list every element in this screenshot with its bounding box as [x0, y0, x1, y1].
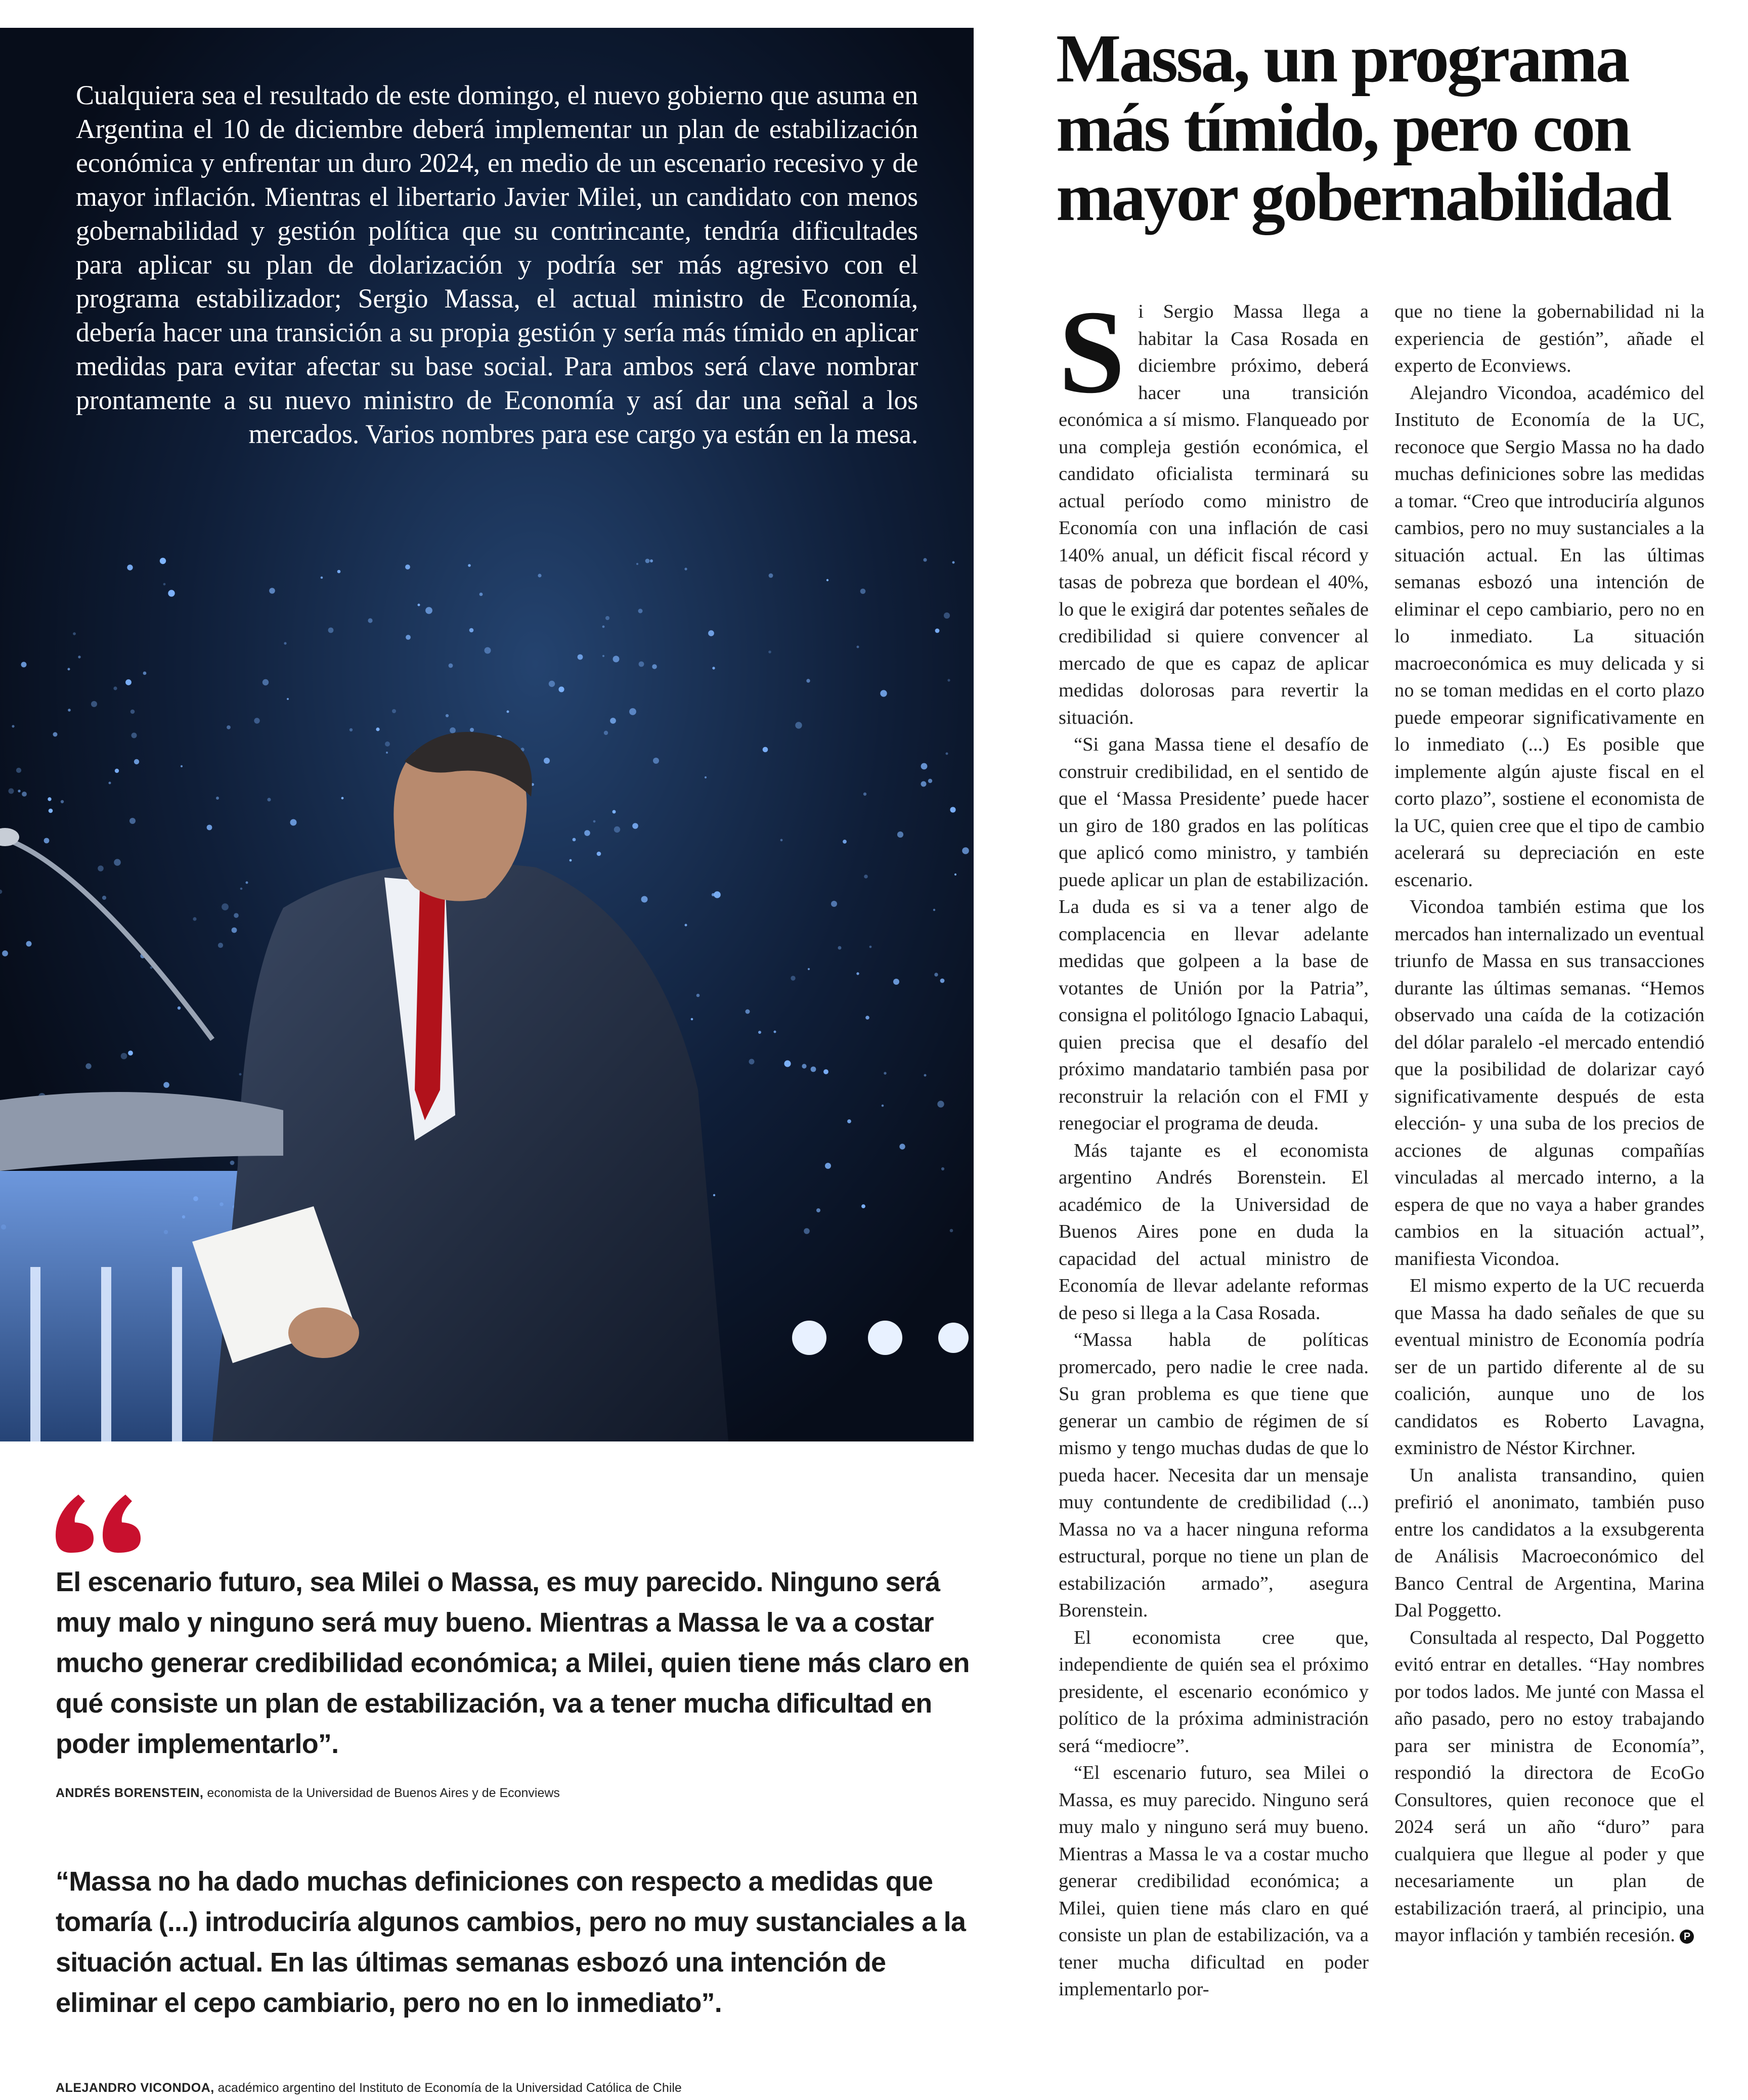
bokeh-light	[163, 1082, 169, 1088]
bokeh-light	[954, 873, 956, 876]
article-paragraph	[1394, 1625, 1705, 1949]
end-of-article-icon: P	[1680, 1930, 1694, 1944]
article-paragraph: El mismo experto de la UC recuerda que Massa ha dado señales de que su eventual ministro de Economía podría ser de un partido diferente al de su coalición, aunque uno de los candidatos es Roberto Lavagna, exministro de Néstor Kirchner.	[1394, 1275, 1705, 1459]
bokeh-light	[425, 607, 432, 614]
attribution-name: ANDRÉS BORENSTEIN,	[56, 1786, 204, 1800]
bokeh-light	[263, 679, 269, 685]
bokeh-light	[843, 840, 847, 844]
bokeh-light	[946, 753, 948, 755]
bokeh-light	[784, 1060, 791, 1067]
bokeh-light	[386, 752, 388, 754]
bokeh-light	[22, 792, 27, 797]
bokeh-light	[392, 709, 396, 713]
quote-mark-icon	[56, 1492, 144, 1553]
bokeh-light	[349, 728, 353, 731]
bokeh-light	[856, 972, 859, 975]
bokeh-light	[193, 917, 196, 921]
bokeh-light	[826, 579, 828, 581]
bokeh-light	[109, 782, 111, 784]
bokeh-light	[613, 656, 620, 663]
bokeh-light	[584, 830, 590, 836]
bokeh-light	[181, 765, 183, 767]
bokeh-light	[12, 725, 14, 727]
bokeh-light	[768, 650, 771, 653]
bokeh-light	[758, 1031, 761, 1034]
bokeh-light	[823, 1069, 828, 1074]
bokeh-light	[825, 1163, 831, 1169]
bokeh-light	[597, 852, 601, 856]
bokeh-light	[746, 1010, 750, 1014]
bokeh-light	[645, 559, 650, 563]
bokeh-light	[947, 679, 950, 681]
bokeh-light	[269, 588, 275, 594]
bokeh-light	[578, 654, 583, 660]
bokeh-light	[254, 718, 259, 723]
bokeh-light	[952, 561, 955, 564]
bokeh-light	[21, 662, 27, 668]
bokeh-light	[749, 1059, 755, 1065]
bokeh-light	[806, 679, 810, 682]
bokeh-light	[804, 1228, 810, 1234]
bokeh-light	[937, 1101, 944, 1107]
bokeh-light	[605, 616, 609, 620]
bokeh-light	[287, 698, 289, 700]
bokeh-light	[230, 1161, 235, 1165]
bokeh-light	[593, 820, 596, 823]
bokeh-light	[9, 789, 14, 794]
bokeh-light	[763, 747, 768, 753]
bokeh-light	[802, 1064, 806, 1068]
bokeh-light	[485, 647, 491, 654]
bokeh-light	[573, 838, 576, 842]
bokeh-light	[831, 901, 837, 907]
bokeh-light	[941, 1167, 944, 1170]
bokeh-light	[933, 909, 935, 911]
bokeh-light	[614, 826, 620, 833]
bokeh-light	[897, 832, 903, 838]
article-paragraph: “Massa habla de políticas promercado, pero nadie le cree nada. Su gran problema es que tiene que generar un cambio de régimen de sí mismo y tengo muchas dudas de que lo pueda hacer. Necesita dar un mensaje muy contundente de credibilidad (...) Massa no va a hacer ninguna reforma estructural, porque no tiene un plan de estabilización armado”, asegura Borenstein.	[1059, 1329, 1369, 1621]
bokeh-light	[864, 874, 868, 879]
bokeh-light	[638, 609, 643, 614]
bokeh-light	[602, 655, 604, 657]
bokeh-light	[16, 768, 21, 773]
bokeh-light	[102, 896, 106, 900]
bokeh-light	[685, 924, 687, 927]
article-paragraph	[1059, 298, 1369, 731]
bokeh-light	[639, 662, 644, 667]
article-headline: Massa, un programa más tímido, pero con mayor gobernabilidad	[1056, 21, 1670, 235]
bokeh-light	[68, 668, 70, 671]
lead-text: i Sergio Massa llega a habitar la Casa Rosada en diciembre próximo, deberá hacer una transición económica a sí mismo. Flanqueado por una compleja gestión económica, el candidato oficialista terminará su actual período como ministro de Economía con una inflación de casi 140% anual, un déficit fiscal récord y tasas de pobreza que bordean el 40%, lo que le exigirá dar potentes señales de credibilidad si quiere convencer al mercado de que es capaz de aplicar medidas dolorosas para revertir la situación.	[1059, 301, 1369, 728]
pull-quote-vicondoa: “Massa no ha dado muchas definiciones con respecto a medidas que tomaría (...) introduciría algunos cambios, pero no muy sustanciales a la situación actual. En las últimas semanas esbozó una intención de eliminar el cepo cambiario, pero no en lo inmediato”.	[56, 1866, 966, 2018]
bokeh-light	[865, 1016, 869, 1020]
bokeh-light	[73, 632, 76, 635]
bokeh-light	[882, 1105, 884, 1107]
bokeh-light	[160, 558, 166, 564]
article-column-2	[1394, 298, 1705, 2084]
bokeh-light	[602, 626, 605, 628]
bokeh-light	[168, 590, 174, 596]
bokeh-light	[91, 701, 97, 707]
bokeh-light	[921, 763, 928, 770]
bokeh-light	[227, 725, 231, 729]
bokeh-light	[61, 800, 64, 803]
bokeh-light	[44, 838, 50, 844]
bokeh-light	[544, 758, 550, 764]
bokeh-light	[923, 558, 927, 561]
bokeh-light	[769, 574, 773, 578]
bokeh-light	[405, 564, 410, 570]
bokeh-light	[684, 567, 687, 570]
bokeh-light	[207, 825, 212, 830]
bokeh-light	[950, 1229, 953, 1233]
bokeh-light	[507, 711, 509, 713]
bokeh-light	[934, 973, 938, 976]
bokeh-light	[652, 664, 657, 669]
bokeh-light	[121, 1053, 127, 1060]
attribution-role: académico argentino del Instituto de Economía de la Universidad Católica de Chile	[217, 2081, 682, 2095]
bokeh-light	[18, 790, 20, 792]
bokeh-light	[26, 941, 32, 947]
bokeh-light	[899, 1144, 905, 1149]
bokeh-light	[232, 928, 237, 933]
bokeh-light	[290, 819, 297, 826]
bokeh-light	[808, 968, 810, 970]
bokeh-light	[696, 994, 700, 997]
article-paragraph: “Si gana Massa tiene el desafío de construir credibilidad, en el sentido de que el ‘Massa Presidente’ puede hacer un giro de 180 grados en las políticas que aplicó como ministro, y también puede aplicar un plan de estabilización. La duda es si va a tener algo de complacencia en llevar adelante medidas que golpeen a la base de votantes de Unión por la Patria”, consigna el politólogo Ignacio Labaqui, quien precisa que el desafío del próximo mandatario también pasa por reconstruir la relación con el FMI y renegociar el programa de deuda.	[1059, 734, 1369, 1134]
pull-quote-attribution	[56, 1786, 974, 1801]
article-paragraph: “El escenario futuro, sea Milei o Massa, es muy parecido. Ninguno será muy malo y ninguno será muy bueno. Mientras a Massa le va a costar mucho generar credibilidad económica; a Milei, quien tiene más claro en qué consiste un plan de estabilización, va a tener mucha dificultad en poder implementarlo por-	[1059, 1762, 1369, 2000]
bokeh-light	[239, 1073, 242, 1076]
bokeh-light	[860, 589, 866, 594]
bokeh-light	[337, 570, 341, 574]
bokeh-light	[714, 891, 721, 898]
bokeh-light	[85, 1063, 91, 1069]
article-column-1	[1059, 298, 1369, 2084]
bokeh-light	[705, 776, 707, 778]
bokeh-light	[838, 946, 842, 950]
bokeh-light	[368, 618, 372, 623]
article-final-text: Consultada al respecto, Dal Poggetto evitó entrar en detalles. “Hay nombres por todos lados. Me junté con Massa el año pasado, pero no estoy trabajando para ser ministra de Economía”, respondió la directora de EcoGo Consultores, quien reconoce que el 2024 será un año “duro” para cualquiera que llegue al poder y que necesariamente un plan de estabilización traerá, al principio, una mayor inflación y también recesión.	[1394, 1627, 1705, 1946]
bokeh-light	[132, 733, 137, 738]
bokeh-light	[921, 781, 927, 787]
bokeh-light	[641, 896, 648, 903]
bokeh-light	[48, 797, 51, 801]
bokeh-light	[935, 629, 940, 633]
bokeh-light	[49, 809, 53, 813]
bokeh-light	[2, 950, 8, 956]
bokeh-light	[713, 1194, 715, 1196]
attribution-role: economista de la Universidad de Buenos Aires y de Econviews	[207, 1786, 560, 1800]
pull-quote-attribution	[56, 2081, 974, 2095]
bokeh-light	[816, 1208, 820, 1212]
bokeh-light	[604, 731, 608, 735]
bokeh-light	[134, 759, 139, 764]
bokeh-light	[613, 810, 616, 814]
bokeh-light	[128, 1051, 133, 1056]
bokeh-light	[944, 613, 950, 619]
bokeh-light	[468, 564, 471, 567]
bokeh-light	[127, 564, 133, 570]
bokeh-light	[940, 979, 945, 983]
bokeh-light	[479, 593, 483, 596]
bokeh-light	[469, 628, 474, 633]
bokeh-light	[570, 859, 572, 862]
bokeh-light	[446, 714, 449, 717]
bokeh-light	[78, 655, 80, 658]
bokeh-light	[98, 865, 104, 871]
bokeh-light	[218, 943, 223, 948]
article-paragraph: Vicondoa también estima que los mercados han internalizado un eventual triunfo de Massa en sus transacciones durante las últimas semanas. “Hemos observado una caída de la cotización del dólar paralelo -el mercado entendió que la posibilidad de dolarizar cayó significativamente después de esta elección- y una suba de los precios de acciones de algunas compañías vinculadas al mercado interno, a la espera de que no vaya a haber grandes cambios en la situación actual”, manifiesta Vicondoa.	[1394, 896, 1705, 1270]
bokeh-light	[328, 628, 334, 633]
bokeh-light	[216, 797, 219, 800]
bokeh-light	[795, 722, 802, 728]
bokeh-light	[712, 667, 715, 669]
bokeh-light	[857, 646, 859, 648]
bokeh-light	[406, 635, 411, 640]
article-paragraph: que no tiene la gobernabilidad ni la experiencia de gestión”, añade el experto de Econviews.	[1394, 301, 1705, 376]
bokeh-light	[163, 583, 166, 586]
article-paragraph: El economista cree que, independiente de quién sea el próximo presidente, el escenario económico y político de la próxima administración será “mediocre”.	[1059, 1627, 1369, 1757]
bokeh-light	[240, 888, 243, 890]
bokeh-light	[791, 976, 795, 980]
bokeh-light	[880, 690, 887, 696]
bokeh-light	[284, 642, 286, 644]
photo-panel	[0, 28, 974, 1441]
bokeh-light	[632, 823, 638, 829]
bokeh-light	[418, 604, 420, 606]
bokeh-light	[863, 793, 866, 796]
bokeh-light	[53, 732, 58, 737]
bokeh-light	[780, 839, 783, 842]
bokeh-light	[246, 882, 248, 884]
bokeh-light	[125, 679, 132, 685]
bokeh-light	[68, 709, 71, 712]
bokeh-light	[924, 1074, 927, 1077]
bokeh-light	[143, 672, 147, 675]
bokeh-light	[178, 1007, 181, 1010]
article-paragraph: Un analista transandino, quien prefirió el anonimato, también puso entre los candidatos a la exsubgerenta de Análisis Macroeconómico del Banco Central de Argentina, Marina Dal Poggetto.	[1394, 1464, 1705, 1621]
article-paragraph: Más tajante es el economista argentino Andrés Borenstein. El académico de la Universidad de Buenos Aires pone en duda la capacidad del actual ministro de Economía de llevar adelante reformas de peso si llega a la Casa Rosada.	[1059, 1140, 1369, 1324]
bokeh-light	[774, 1031, 776, 1033]
bokeh-light	[893, 979, 899, 985]
bokeh-light	[636, 563, 638, 565]
article-paragraph: Alejandro Vicondoa, académico del Instituto de Economía de la UC, reconoce que Sergio Massa no ha dado muchas definiciones sobre las medidas a tomar. “Creo que introduciría algunos cambios, pero no muy sustanciales a la situación actual. En las últimas semanas esbozó una intención de eliminar el cepo cambiario, pero no en lo inmediato. La situación macroeconómica es muy delicada y si no se toman medidas en el corto plazo puede empeorar significativamente en lo inmediato (...) Es posible que implemente algún ajuste fiscal en el corto plazo”, sostiene el economista de la UC, quien cree que el tipo de cambio acelerará su depreciación en este escenario.	[1394, 382, 1705, 891]
bokeh-light	[629, 708, 636, 715]
bokeh-light	[321, 577, 323, 579]
bokeh-light	[558, 686, 564, 692]
bokeh-light	[962, 847, 969, 854]
bokeh-light	[385, 741, 390, 747]
bokeh-light	[653, 758, 659, 764]
bokeh-light	[449, 664, 453, 668]
bokeh-light	[869, 946, 872, 948]
intro-paragraph: Cualquiera sea el resultado de este domingo, el nuevo gobierno que asuma en Argentina el 10 de diciembre deberá implementar un plan de estabilización económica y enfrentar un duro 2024, en medio de un escenario recesivo y de mayor inflación. Mientras el libertario Javier Milei, un candidato con menos gobernabilidad y gestión política que su contrincante, tendría dificultades para aplicar su plan de dolarización y podría ser más agresivo con el programa estabilizador; Sergio Massa, el actual ministro de Economía, debería hacer una transición a su propia gestión y sería más tímido en aplicar medidas para evitar afectar su base social. Para ambos será clave nombrar prontamente a su nuevo ministro de Economía y así dar una señal a los mercados. Varios nombres para ese cargo ya están en la mesa.	[76, 80, 918, 449]
bokeh-light	[130, 710, 135, 714]
pull-quote-borenstein: El escenario futuro, sea Milei o Massa, es muy parecido. Ninguno será muy malo y ninguno será muy bueno. Mientras a Massa le va a costar mucho generar credibilidad económica; a Milei, quien tiene más claro en qué consiste un plan de estabilización, va a tener mucha dificultad en poder implementarlo”.	[56, 1567, 970, 1759]
bokeh-light	[610, 718, 616, 724]
bokeh-light	[222, 903, 229, 910]
bokeh-light	[470, 728, 474, 732]
bokeh-light	[115, 769, 119, 773]
bokeh-light	[691, 1018, 693, 1021]
bokeh-light	[928, 779, 932, 783]
drop-cap: S	[1059, 298, 1125, 418]
bokeh-light	[341, 797, 344, 800]
bokeh-light	[538, 574, 541, 577]
bokeh-light	[884, 1072, 886, 1074]
bokeh-light	[267, 798, 271, 801]
bokeh-light	[650, 559, 653, 562]
bokeh-light	[811, 1067, 816, 1072]
bokeh-light	[861, 1204, 865, 1208]
bokeh-light	[129, 818, 136, 824]
bokeh-light	[708, 630, 714, 636]
bokeh-light	[950, 807, 955, 812]
bokeh-light	[549, 681, 555, 687]
bokeh-light	[376, 727, 379, 731]
bokeh-light	[113, 686, 117, 690]
attribution-name: ALEJANDRO VICONDOA,	[56, 2081, 214, 2095]
bokeh-light	[114, 859, 121, 866]
bokeh-light	[847, 1119, 851, 1123]
bokeh-light	[450, 727, 456, 733]
bokeh-light	[234, 913, 239, 918]
